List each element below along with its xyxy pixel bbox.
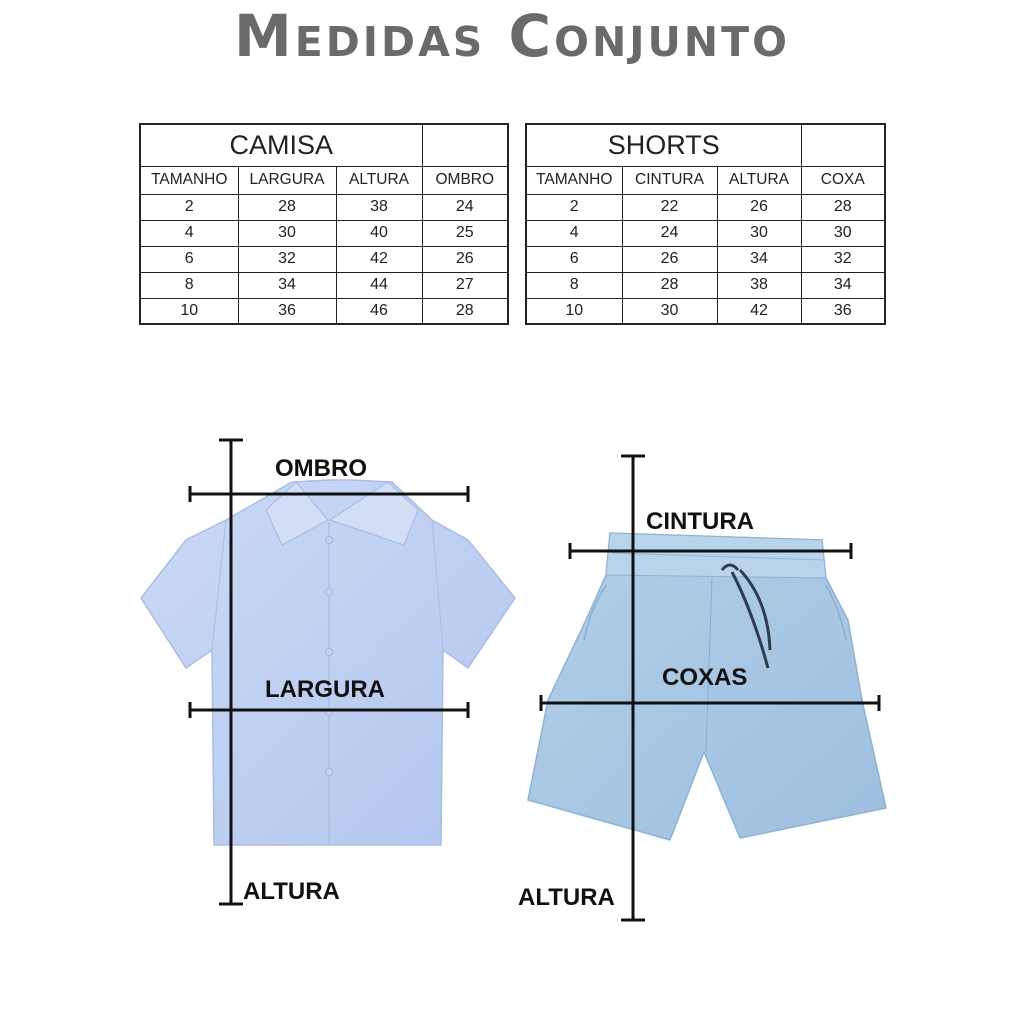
table-cell: 46	[336, 298, 422, 324]
table-cell: 6	[526, 246, 622, 272]
camisa-col-largura: LARGURA	[238, 166, 336, 194]
table-cell: 8	[526, 272, 622, 298]
table-cell: 22	[622, 194, 717, 220]
table-cell: 24	[422, 194, 508, 220]
table-cell: 10	[526, 298, 622, 324]
shirt-altura-label: ALTURA	[243, 878, 340, 905]
table-cell: 26	[422, 246, 508, 272]
table-cell: 38	[717, 272, 801, 298]
table-cell: 42	[336, 246, 422, 272]
shorts-table-title: SHORTS	[526, 124, 801, 166]
table-cell: 40	[336, 220, 422, 246]
table-cell: 4	[526, 220, 622, 246]
page-title: Medidas Conjunto	[234, 2, 790, 70]
camisa-col-ombro: OMBRO	[422, 166, 508, 194]
shorts-col-coxa: COXA	[801, 166, 885, 194]
table-cell: 30	[717, 220, 801, 246]
table-cell: 24	[622, 220, 717, 246]
table-cell: 32	[801, 246, 885, 272]
table-cell: 30	[622, 298, 717, 324]
table-cell: 27	[422, 272, 508, 298]
cintura-label: CINTURA	[646, 508, 754, 535]
shorts-altura-label: ALTURA	[518, 884, 615, 911]
table-cell: 25	[422, 220, 508, 246]
table-cell: 32	[238, 246, 336, 272]
table-cell: 34	[238, 272, 336, 298]
camisa-col-tamanho: TAMANHO	[140, 166, 238, 194]
table-cell: 38	[336, 194, 422, 220]
table-cell: 8	[140, 272, 238, 298]
table-cell: 42	[717, 298, 801, 324]
table-cell: 26	[622, 246, 717, 272]
table-cell: 26	[717, 194, 801, 220]
table-cell: 10	[140, 298, 238, 324]
table-cell: 28	[801, 194, 885, 220]
table-cell: 34	[717, 246, 801, 272]
camisa-table-title: CAMISA	[140, 124, 422, 166]
camisa-col-altura: ALTURA	[336, 166, 422, 194]
table-cell: 36	[238, 298, 336, 324]
table-cell: 2	[140, 194, 238, 220]
table-cell: 28	[422, 298, 508, 324]
table-cell: 34	[801, 272, 885, 298]
table-cell: 30	[801, 220, 885, 246]
shirt-illustration	[141, 480, 515, 845]
ombro-label: OMBRO	[275, 455, 367, 482]
shorts-col-altura: ALTURA	[717, 166, 801, 194]
table-cell: 30	[238, 220, 336, 246]
table-cell: 44	[336, 272, 422, 298]
largura-label: LARGURA	[265, 676, 385, 703]
table-cell: 4	[140, 220, 238, 246]
shorts-col-tamanho: TAMANHO	[526, 166, 622, 194]
table-cell: 36	[801, 298, 885, 324]
coxas-label: COXAS	[662, 664, 748, 691]
table-cell: 28	[238, 194, 336, 220]
table-cell: 28	[622, 272, 717, 298]
shorts-col-cintura: CINTURA	[622, 166, 717, 194]
table-cell: 2	[526, 194, 622, 220]
table-cell: 6	[140, 246, 238, 272]
